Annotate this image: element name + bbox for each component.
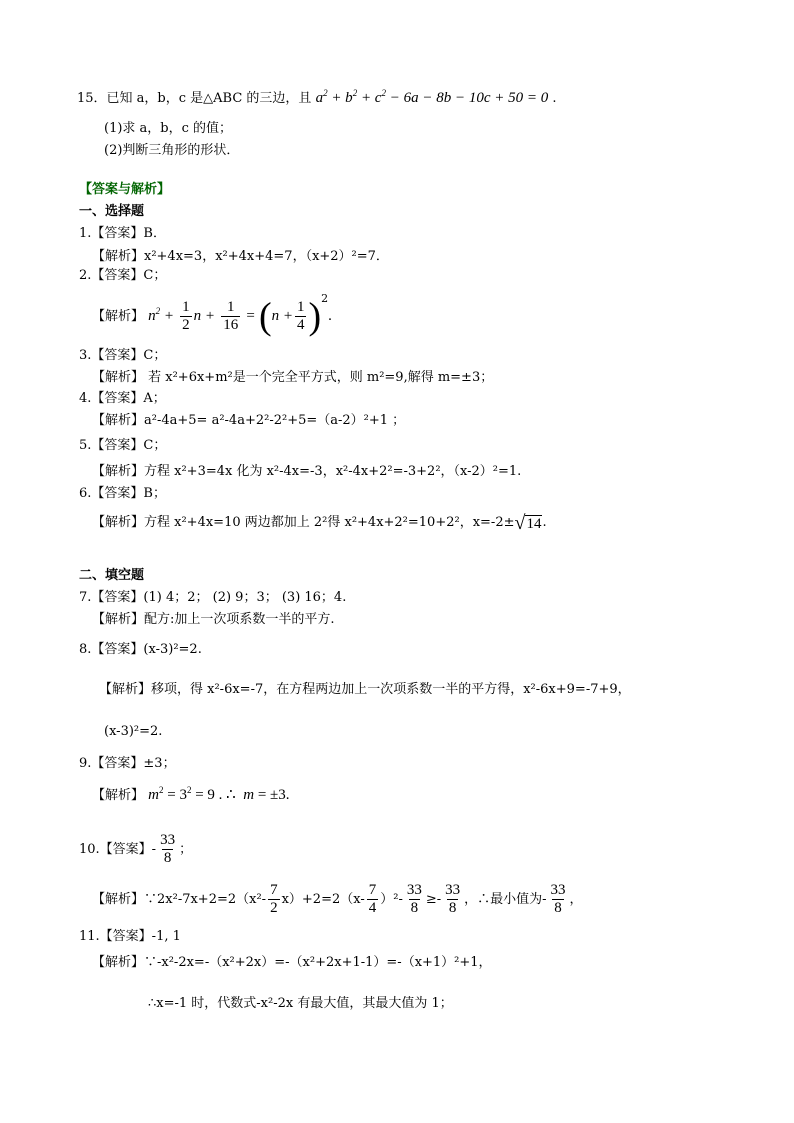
answer-10-label: 10.【答案】- $\frac{33}{8}$ ； (79, 832, 193, 866)
answer-8-explanation-2: (x-3)²=2. (104, 724, 163, 739)
fraction: $\frac{7}{2}$ (270, 882, 278, 916)
answer-8-explanation: 【解析】移项，得 x²-6x=-7，在方程两边加上一次项系数一半的平方得，x²-6x+9=-7+9， (99, 682, 631, 697)
fraction: $\frac{1}{4}$ (296, 299, 305, 333)
answer-8-label: 8.【答案】(x-3)²=2. (79, 642, 202, 657)
answer-11-label: 11.【答案】-1, 1 (79, 929, 181, 944)
answer-header: 【答案与解析】 (79, 182, 171, 197)
question-15-stem: 15．已知 a，b，c 是△ABC 的三边，且 $a^2 + b^2 + c^2 - 6a - 8b - 10c + 50 = 0$ . (77, 88, 557, 106)
answer-11-explanation-2: ∴x=-1 时，代数式-x²-2x 有最大值，其最大值为 1； (148, 996, 453, 1011)
question-15-part2: (2)判断三角形的形状． (104, 143, 240, 158)
answer-7-explanation: 【解析】配方:加上一次项系数一半的平方. (92, 612, 335, 627)
answer-4-label: 4.【答案】A； (79, 391, 166, 406)
fraction: $\frac{33}{8}$ (445, 882, 461, 916)
section1-title: 一、选择题 (79, 204, 145, 219)
answer-3-explanation: 【解析】 若 x²+6x+m²是一个完全平方式，则 m²=9,解得 m=±3； (92, 370, 494, 385)
answer-11-explanation: 【解析】∵-x²-2x=-（x²+2x）=-（x²+2x+1-1）=-（x+1）²+1， (92, 955, 492, 970)
answer-1-explanation: 【解析】x²+4x=3，x²+4x+4=7，（x+2）²=7． (92, 249, 389, 264)
answer-1-label: 1.【答案】B． (79, 226, 166, 241)
answer-3-label: 3.【答案】C； (79, 348, 167, 363)
answer-9-explanation: 【解析】 $m^2 = 3^2 = 9$ . ∴ m = ±3. (92, 785, 290, 803)
section2-title: 二、填空题 (79, 568, 145, 583)
answer-5-explanation: 【解析】方程 x²+3=4x 化为 x²-4x=-3，x²-4x+2²=-3+2²，（x-2）²=1. (92, 464, 522, 479)
answer-4-explanation: 【解析】a²-4a+5= a²-4a+2²-2²+5=（a-2）²+1 ； (92, 413, 406, 428)
answer-6-label: 6.【答案】B； (79, 486, 166, 501)
fraction: $\frac{1}{16}$ (223, 299, 239, 333)
answer-2-label: 2.【答案】C； (79, 268, 167, 283)
fraction: $\frac{33}{8}$ (160, 832, 176, 866)
fraction: $\frac{33}{8}$ (406, 882, 422, 916)
answer-7-label: 7.【答案】(1) 4；2； (2) 9；3； (3) 16；4. (79, 590, 347, 605)
answer-5-label: 5.【答案】C； (79, 438, 167, 453)
fraction: $\frac{33}{8}$ (550, 882, 566, 916)
answer-10-explanation: 【解析】∵2x²-7x+2=2（x²- $\frac{7}{2}$ x）+2=2（x- $\frac{7}{4}$ ）²- $\frac{33}{8}$ ≥- $\frac{33}{8}$ ，∴最小值为- $\frac{33}{8}$ ， (92, 882, 583, 916)
equation: $a^2 + b^2 + c^2 - 6a - 8b - 10c + 50 = 0$ (315, 88, 549, 106)
answer-6-explanation: 【解析】方程 x²+4x=10 两边都加上 2²得 x²+4x+2²=10+2²，x=-2± √ 14 . (92, 511, 547, 534)
fraction: $\frac{7}{4}$ (368, 882, 377, 916)
square-root: √ 14 (514, 511, 542, 534)
question-15-part1: (1)求 a，b，c 的值； (104, 121, 233, 136)
answer-9-label: 9.【答案】±3； (79, 756, 176, 771)
answer-2-explanation: 【解析】 $n^2$ + $\frac{1}{2}$ n + $\frac{1}{16}$ = (n + $\frac{1}{4}$ )$^2$. (92, 292, 332, 338)
fraction: $\frac{1}{2}$ (182, 299, 190, 333)
